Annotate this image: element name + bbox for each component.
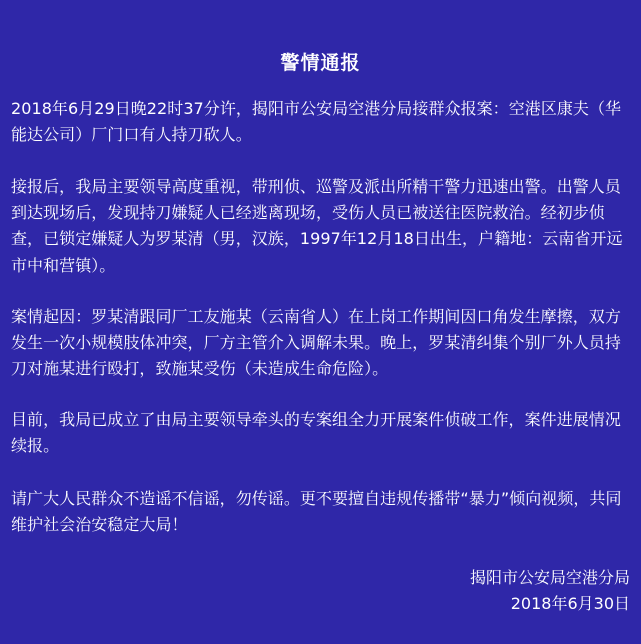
cause-paragraph: 案情起因：罗某清跟同厂工友施某（云南省人）在上岗工作期间因口角发生摩擦，双方发生一次小规模肢体冲突，厂方主管介入调解未果。晚上，罗某清纠集个别厂外人员持刀对施某进行殴打，致施某受伤（未造成生命危险）。 bbox=[11, 307, 621, 379]
notice-title: 警情通报 bbox=[280, 51, 361, 74]
response-paragraph: 接报后，我局主要领导高度重视，带刑侦、巡警及派出所精干警力迅速出警。出警人员到达现场后，发现持刀嫌疑人已经逃离现场，受伤人员已被送往医院救治。经初步侦查，已锁定嫌疑人为罗某清（男，汉族，1997年12月18日出生，户籍地：云南省开远市中和营镇）。 bbox=[11, 177, 623, 275]
report-paragraph: 2018年6月29日晚22时37分许，揭阳市公安局空港分局接群众报案：空港区康夫（华能达公司）厂门口有人持刀砍人。 bbox=[11, 99, 622, 145]
issue-date: 2018年6月30日 bbox=[510, 594, 630, 613]
issuing-organization: 揭阳市公安局空港分局 bbox=[469, 568, 630, 587]
progress-paragraph: 目前，我局已成立了由局主要领导牵头的专案组全力开展案件侦破工作，案件进展情况续报。 bbox=[11, 410, 621, 456]
public-appeal-paragraph: 请广大人民群众不造谣不信谣，勿传谣。更不要擅自违规传播带“暴力”倾向视频，共同维护社会治安稳定大局！ bbox=[11, 489, 622, 535]
